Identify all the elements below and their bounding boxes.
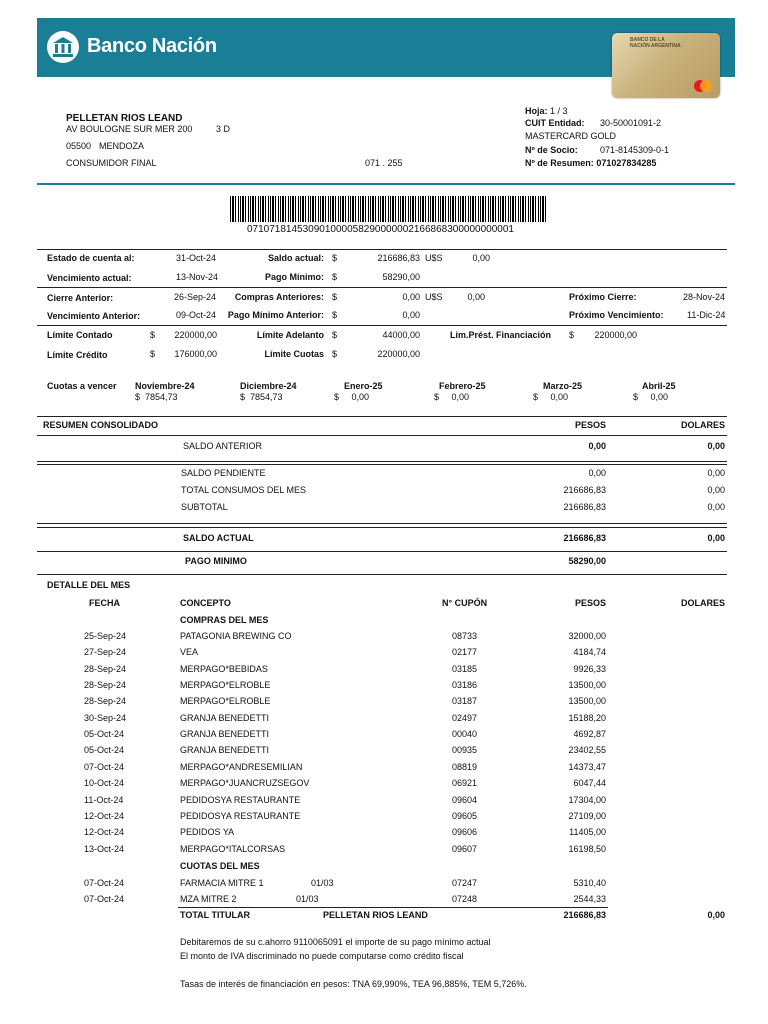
lim-prest-value: 220000,00 (594, 330, 637, 340)
cuotas-title: CUOTAS DEL MES (180, 861, 260, 871)
row-cupon: 03185 (452, 664, 478, 674)
cuota-month: Marzo-25 (543, 381, 583, 391)
socio-label: Nº de Socio: (525, 145, 578, 155)
row-pesos: 32000,00 (568, 631, 606, 641)
barcode-number: 071071814530901000058290000002166868300000000001 (247, 224, 514, 235)
row-pesos: 27109,00 (568, 811, 606, 821)
lim-credito-label: Límite Crédito (47, 350, 108, 360)
customer-city: MENDOZA (99, 141, 144, 151)
customer-tax-status: CONSUMIDOR FINAL (66, 158, 157, 168)
resumen-value: 071027834285 (596, 158, 657, 168)
consolidado-row-dolares: 0,00 (707, 485, 725, 495)
currency-symbol: $ (334, 392, 340, 402)
saldo-actual-label: Saldo actual: (267, 253, 324, 263)
compras-ant-value: 0,00 (402, 292, 420, 302)
row-fecha: 07-Oct-24 (84, 878, 125, 888)
cuota-value: 7854,73 (250, 392, 283, 402)
cuit-value: 30-50001091-2 (600, 118, 662, 128)
compras-ant-label: Compras Anteriores: (234, 292, 324, 302)
pago-min-value: 58290,00 (382, 272, 420, 282)
consolidado-row-pesos: 216686,83 (563, 502, 606, 512)
row-concepto: GRANJA BENEDETTI (180, 729, 270, 739)
row-cupon: 03187 (452, 696, 478, 706)
customer-address-unit: 3 D (216, 124, 231, 134)
col-concepto: CONCEPTO (180, 598, 231, 608)
row-concepto: MERPAGO*ANDRESEMILIAN (180, 762, 303, 772)
row-cupon: 08819 (452, 762, 478, 772)
lim-prest-label: Lim.Prést. Financiación (450, 330, 552, 340)
compras-title: COMPRAS DEL MES (180, 615, 269, 625)
saldo-anterior-dolares: 0,00 (707, 441, 725, 451)
row-fecha: 12-Oct-24 (84, 811, 125, 821)
consolidado-row-pesos: 216686,83 (563, 485, 606, 495)
cuota-month: Enero-25 (344, 381, 383, 391)
row-pesos: 17304,00 (568, 795, 606, 805)
hoja-value: 1 / 3 (550, 106, 568, 116)
row-cupon: 07248 (452, 894, 478, 904)
consolidado-row-label: TOTAL CONSUMOS DEL MES (181, 485, 307, 495)
row-fecha: 10-Oct-24 (84, 778, 125, 788)
consolidado-title: RESUMEN CONSOLIDADO (43, 420, 159, 430)
currency-symbol: $ (332, 292, 338, 302)
row-concepto: GRANJA BENEDETTI (180, 713, 270, 723)
header-divider (37, 183, 735, 185)
row-fecha: 27-Sep-24 (84, 647, 127, 657)
row-fecha: 13-Oct-24 (84, 844, 125, 854)
total-label: TOTAL TITULAR (180, 910, 250, 920)
currency-symbol: $ (332, 272, 338, 282)
branch-code: 071 . 255 (365, 158, 403, 168)
row-cupon: 02177 (452, 647, 478, 657)
barcode (230, 196, 548, 222)
row-pesos: 23402,55 (568, 745, 606, 755)
currency-symbol: $ (240, 392, 246, 402)
currency-symbol: $ (135, 392, 141, 402)
consolidado-row-label: SUBTOTAL (181, 502, 228, 512)
consolidado-row-pesos: 0,00 (588, 468, 606, 478)
row-concepto: VEA (180, 647, 199, 657)
prox-venc-date: 11-Dic-24 (687, 310, 726, 320)
venc-ant-date: 09-Oct-24 (176, 310, 217, 320)
saldo-actual-value: 216686,83 (377, 253, 420, 263)
saldo-actual-usd: 0,00 (472, 253, 490, 263)
pago-minimo-row-label: PAGO MINIMO (185, 556, 247, 566)
consolidado-row-label: SALDO PENDIENTE (181, 468, 266, 478)
row-pesos: 4692,87 (573, 729, 606, 739)
row-pesos: 4184,74 (573, 647, 606, 657)
row-fecha: 28-Sep-24 (84, 680, 127, 690)
row-fecha: 07-Oct-24 (84, 762, 125, 772)
row-concepto: GRANJA BENEDETTI (180, 745, 270, 755)
cuotas-label: Cuotas a vencer (47, 381, 117, 391)
row-cupon: 06921 (452, 778, 478, 788)
lim-cuotas-label: Límite Cuotas (264, 349, 324, 359)
row-cupon: 09605 (452, 811, 478, 821)
cuit-label: CUIT Entidad: (525, 118, 585, 128)
hoja-label: Hoja: (525, 106, 548, 116)
row-cupon: 08733 (452, 631, 478, 641)
pago-min-label: Pago Mínimo: (265, 272, 324, 282)
cuota-value: 0,00 (351, 392, 370, 402)
row-fecha: 05-Oct-24 (84, 729, 125, 739)
total-name: PELLETAN RIOS LEAND (323, 910, 428, 920)
cuota-month: Diciembre-24 (240, 381, 297, 391)
row-cupon: 03186 (452, 680, 478, 690)
customer-postal: 05500 (66, 141, 92, 151)
cierre-ant-date: 26-Sep-24 (174, 292, 217, 302)
estado-date: 31-Oct-24 (176, 253, 217, 263)
pago-min-ant-value: 0,00 (402, 310, 420, 320)
cuota-month: Febrero-25 (439, 381, 486, 391)
saldo-actual-row-dolares: 0,00 (707, 533, 725, 543)
compras-ant-usd: 0,00 (467, 292, 485, 302)
currency-symbol: $ (150, 349, 156, 359)
saldo-anterior-label: SALDO ANTERIOR (183, 441, 263, 451)
row-pesos: 6047,44 (573, 778, 606, 788)
customer-address: AV BOULOGNE SUR MER 200 (66, 124, 193, 134)
row-cupon: 09607 (452, 844, 478, 854)
usd-symbol: U$S (425, 253, 443, 263)
row-fecha: 11-Oct-24 (84, 795, 124, 805)
row-concepto: PATAGONIA BREWING CO (180, 631, 292, 641)
currency-symbol: $ (332, 310, 338, 320)
row-plan: 01/03 (311, 878, 334, 888)
pago-min-ant-label: Pago Mínimo Anterior: (227, 310, 324, 320)
row-pesos: 2544,33 (573, 894, 606, 904)
saldo-actual-row-pesos: 216686,83 (563, 533, 606, 543)
bank-logo-icon (47, 31, 79, 63)
row-concepto: MERPAGO*ITALCORSAS (180, 844, 286, 854)
currency-symbol: $ (569, 330, 575, 340)
total-pesos: 216686,83 (563, 910, 606, 920)
currency-symbol: $ (150, 330, 156, 340)
row-fecha: 30-Sep-24 (84, 713, 127, 723)
prox-cierre-label: Próximo Cierre: (569, 292, 637, 302)
detalle-title: DETALLE DEL MES (47, 580, 131, 590)
row-pesos: 14373,47 (568, 762, 606, 772)
row-fecha: 12-Oct-24 (84, 827, 125, 837)
socio-value: 071-8145309-0-1 (600, 145, 670, 155)
lim-adelanto-label: Límite Adelanto (256, 330, 324, 340)
prox-cierre-date: 28-Nov-24 (683, 292, 726, 302)
total-dolares: 0,00 (707, 910, 725, 920)
row-concepto: MERPAGO*ELROBLE (180, 680, 271, 690)
cuota-value: 7854,73 (145, 392, 178, 402)
lim-cuotas-value: 220000,00 (377, 349, 420, 359)
col-fecha: FECHA (89, 598, 120, 608)
row-pesos: 5310,40 (573, 878, 606, 888)
note-iva: El monto de IVA discriminado no puede computarse como crédito fiscal (180, 951, 464, 961)
card-brand: BANCO DE LA NACIÓN ARGENTINA (630, 37, 681, 49)
currency-symbol: $ (633, 392, 639, 402)
mastercard-logo-icon (692, 79, 714, 93)
row-cupon: 00040 (452, 729, 478, 739)
cuota-value: 0,00 (451, 392, 470, 402)
note-tasas: Tasas de interés de financiación en pesos: TNA 69,990%, TEA 96,885%, TEM 5,726%. (180, 979, 527, 989)
col-dolares: DOLARES (680, 420, 725, 430)
row-fecha: 28-Sep-24 (84, 696, 127, 706)
col-pesos: PESOS (574, 598, 606, 608)
currency-symbol: $ (332, 253, 338, 263)
row-cupon: 00935 (452, 745, 478, 755)
cuota-value: 0,00 (650, 392, 669, 402)
row-cupon: 09606 (452, 827, 478, 837)
resumen-label: Nº de Resumen: (525, 158, 594, 168)
venc-label: Vencimiento actual: (47, 273, 132, 283)
consolidado-row-dolares: 0,00 (707, 502, 725, 512)
currency-symbol: $ (332, 330, 338, 340)
lim-adelanto-value: 44000,00 (382, 330, 420, 340)
row-pesos: 16198,50 (568, 844, 606, 854)
row-pesos: 13500,00 (568, 696, 606, 706)
lim-contado-value: 220000,00 (174, 330, 217, 340)
row-cupon: 02497 (452, 713, 478, 723)
currency-symbol: $ (533, 392, 539, 402)
currency-symbol: $ (332, 349, 338, 359)
bank-name: Banco Nación (87, 35, 217, 57)
row-fecha: 28-Sep-24 (84, 664, 127, 674)
customer-name: PELLETAN RIOS LEAND (66, 113, 183, 124)
row-concepto: PEDIDOSYA RESTAURANTE (180, 811, 301, 821)
row-concepto: MZA MITRE 2 (180, 894, 237, 904)
card-product: MASTERCARD GOLD (525, 131, 617, 141)
row-fecha: 07-Oct-24 (84, 894, 125, 904)
row-pesos: 11405,00 (569, 827, 606, 837)
prox-venc-label: Próximo Vencimiento: (569, 310, 664, 320)
cierre-ant-label: Cierre Anterior: (47, 293, 114, 303)
estado-label: Estado de cuenta al: (47, 253, 135, 263)
cuota-month: Noviembre-24 (135, 381, 195, 391)
row-fecha: 05-Oct-24 (84, 745, 125, 755)
col-pesos: PESOS (574, 420, 606, 430)
currency-symbol: $ (434, 392, 440, 402)
row-concepto: PEDIDOSYA RESTAURANTE (180, 795, 301, 805)
cuota-month: Abril-25 (642, 381, 676, 391)
col-dolares: DOLARES (680, 598, 725, 608)
row-cupon: 07247 (452, 878, 478, 888)
row-concepto: PEDIDOS YA (180, 827, 235, 837)
usd-symbol: U$S (425, 292, 443, 302)
lim-credito-value: 176000,00 (174, 349, 217, 359)
col-cupon: N° CUPÓN (442, 598, 488, 608)
row-concepto: MERPAGO*ELROBLE (180, 696, 271, 706)
venc-date: 13-Nov-24 (176, 272, 219, 282)
row-concepto: MERPAGO*BEBIDAS (180, 664, 268, 674)
row-concepto: FARMACIA MITRE 1 (180, 878, 264, 888)
pago-minimo-row-pesos: 58290,00 (568, 556, 606, 566)
row-pesos: 13500,00 (568, 680, 606, 690)
row-concepto: MERPAGO*JUANCRUZSEGOV (180, 778, 310, 788)
row-plan: 01/03 (296, 894, 319, 904)
lim-contado-label: Límite Contado (47, 330, 113, 340)
saldo-actual-row-label: SALDO ACTUAL (183, 533, 254, 543)
cuota-value: 0,00 (550, 392, 569, 402)
row-fecha: 25-Sep-24 (84, 631, 127, 641)
venc-ant-label: Vencimiento Anterior: (47, 311, 141, 321)
row-pesos: 15188,20 (568, 713, 606, 723)
consolidado-row-dolares: 0,00 (707, 468, 725, 478)
row-pesos: 9926,33 (573, 664, 606, 674)
saldo-anterior-pesos: 0,00 (588, 441, 606, 451)
note-debito: Debitaremos de su c.ahorro 9110065091 el importe de su pago mínimo actual (180, 937, 491, 947)
row-cupon: 09604 (452, 795, 478, 805)
